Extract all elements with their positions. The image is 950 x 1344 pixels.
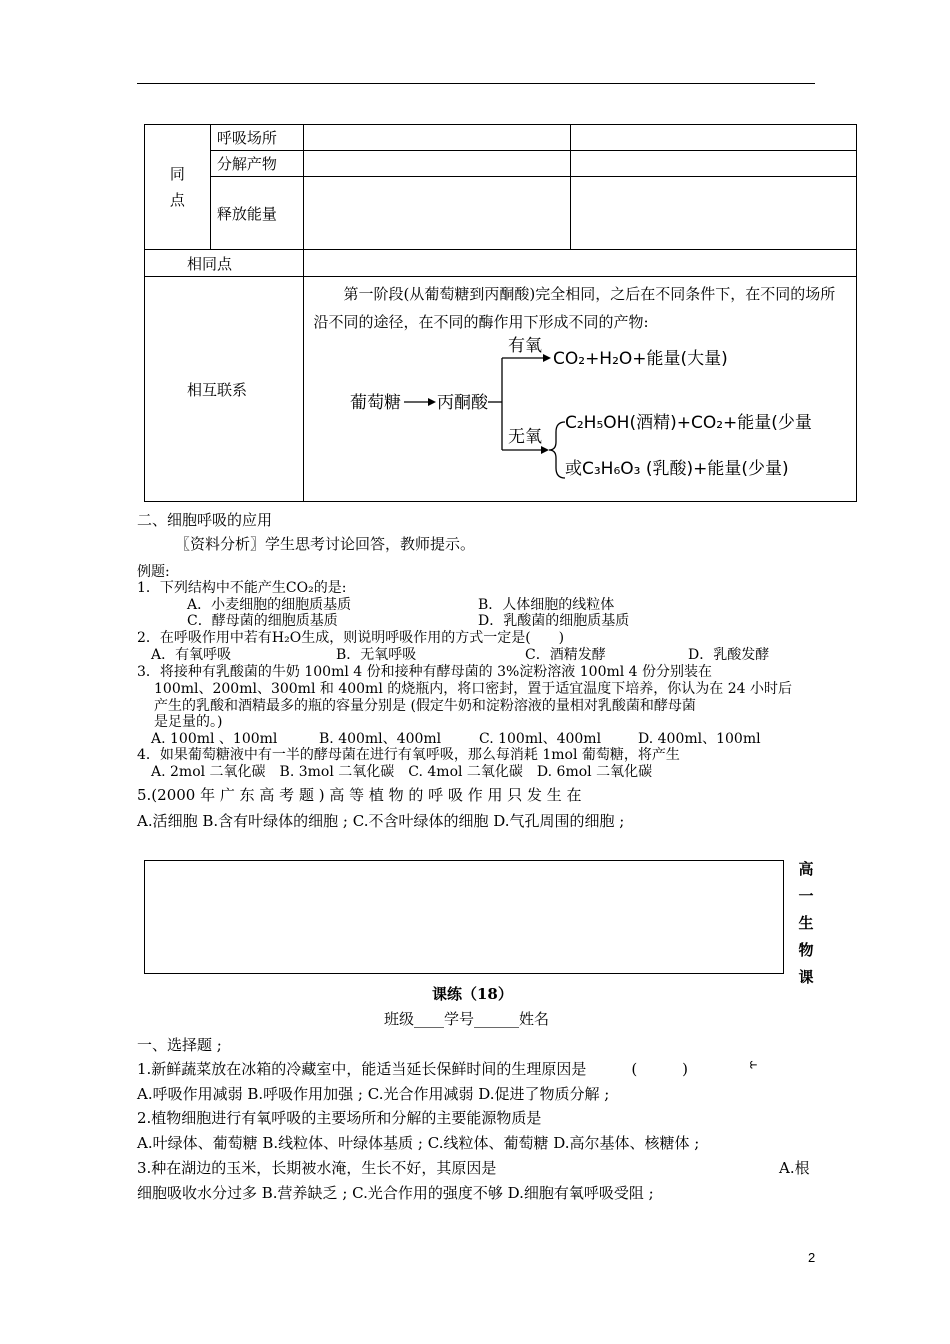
diagram-glucose: 葡萄糖 (349, 393, 401, 413)
example-q3-d: D. 400ml、100ml (638, 731, 761, 747)
row-label-energy: 释放能量 (210, 177, 303, 250)
cell-energy-aerobic (303, 177, 571, 250)
exercise-q1: 1.新鲜蔬菜放在冰箱的冷藏室中，能适当延长保鲜时间的生理原因是 ( ) (137, 1060, 689, 1078)
row-label-same: 相同点 (145, 250, 304, 277)
exercise-q1-options: A.呼吸作用减弱 B.呼吸作用加强 ; C.光合作用减弱 D.促进了物质分解 ; (137, 1085, 610, 1103)
example-q3-line3: 产生的乳酸和酒精最多的瓶的容量分别是 (假定牛奶和淀粉溶液的量相对乳酸菌和酵母菌 (154, 698, 696, 714)
exercise-q3-a: A.根 (779, 1159, 810, 1177)
exercise-section: 一、选择题 ; (137, 1036, 222, 1054)
side-label (796, 856, 816, 991)
example-q1-d: D．乳酸菌的细胞质基质 (478, 613, 630, 629)
example-q1-a: A．小麦细胞的细胞质基质 (187, 597, 352, 613)
section2-heading: 二、细胞呼吸的应用 (137, 511, 273, 529)
diagram-anaerobic-product2: 或C₃H₆O₃ (乳酸)+能量(少量) (564, 459, 789, 479)
section2-analysis: 〖资料分析〗学生思考讨论回答，教师提示。 (175, 535, 476, 553)
exercise-q2: 2.植物细胞进行有氧呼吸的主要场所和分解的主要能源物质是 (137, 1109, 542, 1127)
respiration-diagram (344, 336, 812, 486)
example-q2-c: C．酒精发酵 (525, 647, 606, 663)
example-q2-b: B．无氧呼吸 (336, 647, 417, 663)
exercise-q3: 3.种在湖边的玉米，长期被水淹，生长不好，其原因是 (137, 1159, 497, 1177)
diagram-anaerobic-product1: C₂H₅OH(酒精)+CO₂+能量(少量 (564, 413, 812, 433)
example-q3-line4: 是足量的。) (154, 714, 223, 730)
example-q4-options: A. 2mol 二氧化碳 B. 3mol 二氧化碳 C. 4mol 二氧化碳 D. 6mol 二氧化碳 (151, 764, 653, 780)
row-label-relation: 相互联系 (145, 277, 304, 502)
cell-products-aerobic (303, 151, 571, 177)
example-q2-a: A．有氧呼吸 (151, 647, 232, 663)
example-q4: 4．如果葡萄糖液中有一半的酵母菌在进行有氧呼吸，那么每消耗 1mol 葡萄糖，将产生 (137, 747, 680, 763)
side-label-char: 课 (798, 968, 814, 986)
diff-group-label: 同 点 (145, 125, 211, 250)
cell-relation (303, 277, 856, 502)
cell-energy-anaerobic (571, 177, 857, 250)
cell-location-anaerobic (571, 125, 857, 151)
blank-box (144, 860, 784, 974)
branch-aerobic-arrow (543, 354, 551, 362)
example-q1-c: C．酵母菌的细胞质基质 (187, 613, 338, 629)
example-q1-b: B．人体细胞的线粒体 (478, 597, 615, 613)
exercise-q3-continued: 细胞吸收水分过多 B.营养缺乏 ; C.光合作用的强度不够 D.细胞有氧呼吸受阻 ; (137, 1184, 654, 1202)
side-label-char: 生 (798, 914, 814, 932)
row-label-location: 呼吸场所 (210, 125, 303, 151)
curl-icon: ⥼ (748, 1058, 759, 1073)
example-q1: 1．下列结构中不能产生CO₂的是: (137, 580, 347, 596)
diagram-aerobic: 有氧 (507, 336, 542, 356)
arrow-head-1 (428, 398, 436, 406)
page-number: 2 (808, 1250, 816, 1265)
diagram-anaerobic: 无氧 (507, 427, 542, 447)
cell-location-aerobic (303, 125, 571, 151)
exercise-q2-options: A.叶绿体、葡萄糖 B.线粒体、叶绿体基质 ; C.线粒体、葡萄糖 D.高尔基体、核糖体 ; (137, 1134, 700, 1152)
cell-same (303, 250, 856, 277)
diagram-pyruvate: 丙酮酸 (436, 393, 488, 413)
example-q3-line1: 3．将接种有乳酸菌的牛奶 100ml 4 份和接种有酵母菌的 3%淀粉溶液 100ml 4 份分别装在 (137, 664, 713, 680)
row-label-products: 分解产物 (210, 151, 303, 177)
branch-anaerobic-arrow (541, 446, 549, 454)
example-q3-line2: 100ml、200ml、300ml 和 400ml 的烧瓶内，将口密封，置于适宜温度下培养，你认为在 24 小时后 (154, 681, 792, 697)
cell-products-anaerobic (571, 151, 857, 177)
header-rule (137, 83, 815, 84)
relation-text: 第一阶段(从葡萄糖到丙酮酸)完全相同，之后在不同条件下，在不同的场所沿不同的途径，在不同的酶作用下形成不同的产物: (313, 285, 836, 331)
example-q2-d: D．乳酸发酵 (688, 647, 770, 663)
side-label-char: 物 (798, 941, 814, 959)
example-q3-a: A. 100ml 、100ml (151, 731, 278, 747)
exercise-info: 班级____学号______姓名 (384, 1010, 550, 1028)
exercise-title: 课练（18） (432, 985, 513, 1003)
diagram-aerobic-product: CO₂+H₂O+能量(大量) (552, 349, 728, 369)
side-label-char: 高 (798, 860, 814, 878)
side-label-char: 一 (798, 887, 814, 905)
example-q3-c: C. 100ml、400ml (479, 731, 602, 747)
example-q5-options: A.活细胞 B.含有叶绿体的细胞 ; C.不含叶绿体的细胞 D.气孔周围的细胞 ; (137, 812, 625, 830)
example-q5: 5.(2000 年 广 东 高 考 题 ) 高 等 植 物 的 呼 吸 作 用 只 发 生 在 (137, 786, 582, 804)
example-q3-b: B. 400ml、400ml (319, 731, 442, 747)
brace-icon (549, 422, 565, 478)
examples-label: 例题: (137, 564, 170, 580)
comparison-table (144, 124, 857, 502)
example-q2: 2．在呼吸作用中若有H₂O生成，则说明呼吸作用的方式一定是( ) (137, 630, 565, 646)
